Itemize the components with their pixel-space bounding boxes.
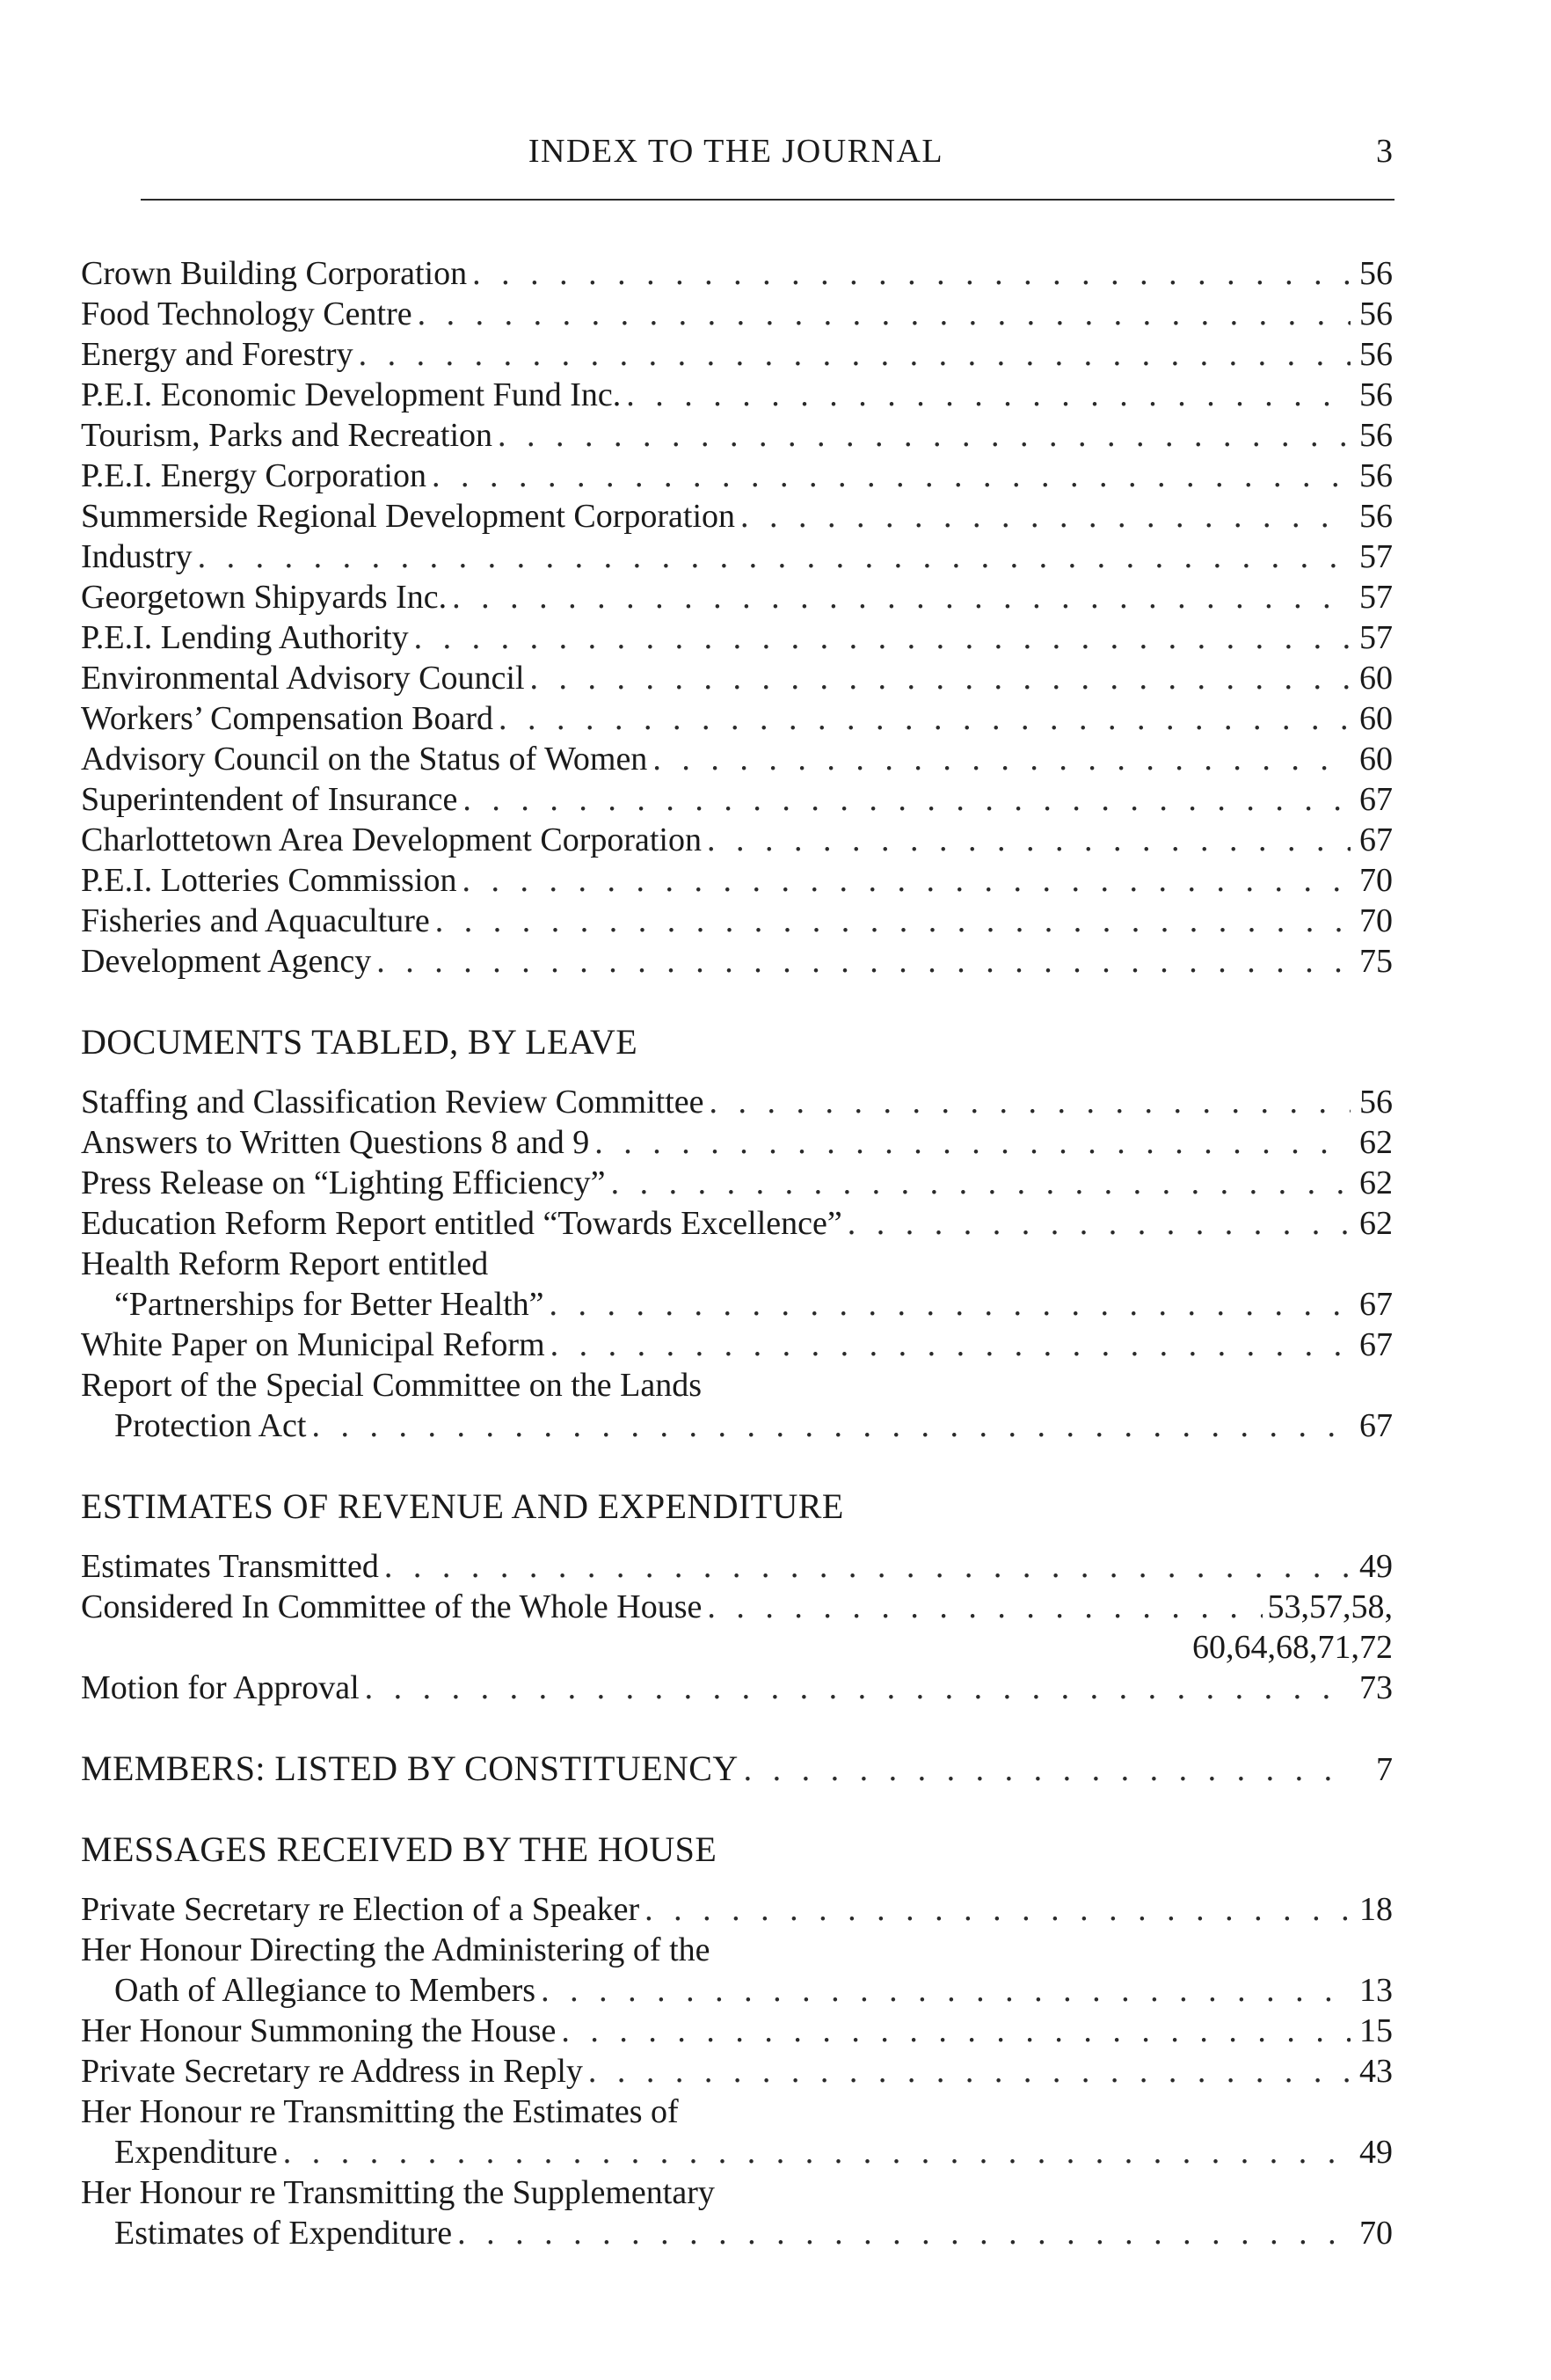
entry-label: Summerside Regional Development Corporation: [81, 498, 736, 535]
entry-label-first-line: Report of the Special Committee on the Lands: [81, 1367, 703, 1404]
entry-label: Motion for Approval: [81, 1669, 360, 1706]
entry-label: Answers to Written Questions 8 and 9: [81, 1124, 590, 1161]
entry-label: Estimates Transmitted: [81, 1548, 379, 1585]
section-members: [81, 1748, 1393, 1789]
leader-dots: [418, 294, 1351, 334]
index-entry: [81, 1163, 1393, 1203]
entry-label: Her Honour Summoning the House: [81, 2012, 557, 2049]
leader-dots: [498, 415, 1351, 456]
leader-dots: [376, 941, 1351, 982]
leader-dots: [462, 860, 1351, 901]
section-heading: DOCUMENTS TABLED, BY LEAVE: [81, 1022, 638, 1062]
index-entry: [81, 1325, 1393, 1365]
leader-dots: [848, 1203, 1351, 1244]
index-entry: [81, 1244, 1393, 1325]
leader-dots: [588, 2051, 1351, 2092]
index-entry: [81, 860, 1393, 901]
index-entry: [81, 334, 1393, 375]
entry-label: Press Release on “Lighting Efficiency”: [81, 1164, 606, 1201]
leader-dots: [499, 698, 1351, 739]
entry-page: 62: [1359, 1124, 1393, 1161]
entry-label: Food Technology Centre: [81, 296, 412, 332]
entry-label: Private Secretary re Address in Reply: [81, 2053, 583, 2090]
entry-page: 70: [1359, 902, 1393, 939]
entry-page: 73: [1359, 1669, 1393, 1706]
entry-label-first-line: Her Honour re Transmitting the Supplementary: [81, 2174, 715, 2211]
leader-dots: [541, 1970, 1351, 2011]
section-estimates: [81, 1486, 1393, 1708]
leader-dots: [457, 2213, 1351, 2253]
leader-dots: [283, 2132, 1351, 2172]
entry-label: P.E.I. Lending Authority: [81, 619, 409, 656]
index-entry: [81, 698, 1393, 739]
entry-label: Protection Act: [114, 1407, 307, 1444]
index-entry: [81, 1122, 1393, 1163]
entry-label: Tourism, Parks and Recreation: [81, 417, 493, 454]
entry-page: 56: [1359, 417, 1393, 454]
entry-page: 56: [1359, 498, 1393, 535]
entry-label: Education Reform Report entitled “Towards Excellence”: [81, 1205, 842, 1242]
index-entry: [81, 537, 1393, 577]
entry-page: 62: [1359, 1205, 1393, 1242]
entry-page: 67: [1359, 1407, 1393, 1444]
entry-page: 53,57,58,: [1267, 1588, 1393, 1625]
index-content: [81, 253, 1393, 2294]
entry-label: Development Agency: [81, 943, 372, 980]
entry-page: 56: [1359, 336, 1393, 373]
entry-page: 56: [1359, 255, 1393, 292]
leader-dots: [710, 1082, 1351, 1122]
index-entry: [81, 820, 1393, 860]
index-entry: [81, 1082, 1393, 1122]
leader-dots: [435, 901, 1351, 941]
leader-dots: [432, 456, 1351, 496]
index-group-continued: [81, 253, 1393, 982]
index-entry: [81, 1748, 1393, 1789]
entry-label: P.E.I. Economic Development Fund Inc.: [81, 376, 622, 413]
entry-label: Advisory Council on the Status of Women: [81, 741, 648, 778]
index-entry: [81, 577, 1393, 617]
entry-label: Charlottetown Area Development Corporation: [81, 821, 702, 858]
entry-label: Expenditure: [114, 2134, 278, 2171]
entry-label: Environmental Advisory Council: [81, 660, 525, 697]
index-entry: [81, 456, 1393, 496]
entry-page: 18: [1359, 1891, 1393, 1928]
leader-dots: [414, 617, 1351, 658]
entry-label: Private Secretary re Election of a Speaker: [81, 1891, 640, 1928]
entry-page: 57: [1359, 538, 1393, 575]
index-entry: [81, 415, 1393, 456]
leader-dots: [550, 1325, 1351, 1365]
entry-page: 67: [1359, 781, 1393, 818]
leader-dots: [644, 1889, 1351, 1930]
leader-dots: [611, 1163, 1351, 1203]
leader-dots: [452, 577, 1351, 617]
index-entry: [81, 253, 1393, 294]
entry-page: 67: [1359, 1286, 1393, 1323]
index-entry: [81, 496, 1393, 537]
leader-dots: [359, 334, 1351, 375]
entry-label: Workers’ Compensation Board: [81, 700, 494, 737]
entry-label: Fisheries and Aquaculture: [81, 902, 430, 939]
entry-page: 56: [1359, 457, 1393, 494]
index-entry: [81, 2172, 1393, 2253]
index-entry: [81, 1365, 1393, 1446]
page-number: 3: [1376, 133, 1393, 170]
entry-page: 57: [1359, 619, 1393, 656]
entry-page: 60: [1359, 700, 1393, 737]
leader-dots: [198, 537, 1351, 577]
index-entry: [81, 779, 1393, 820]
leader-dots: [384, 1546, 1351, 1587]
entry-label: White Paper on Municipal Reform: [81, 1326, 545, 1363]
leader-dots: [707, 820, 1351, 860]
entry-page: 75: [1359, 943, 1393, 980]
index-entry: [81, 1203, 1393, 1244]
index-entry: [81, 658, 1393, 698]
index-entry: [81, 1587, 1393, 1668]
leader-dots: [652, 739, 1351, 779]
leader-dots: [707, 1587, 1262, 1627]
entry-label: Crown Building Corporation: [81, 255, 468, 292]
section-messages: [81, 1829, 1393, 2253]
entry-page: 60: [1359, 660, 1393, 697]
entry-label-first-line: Her Honour Directing the Administering of the: [81, 1931, 710, 1968]
index-entry: [81, 294, 1393, 334]
entry-page: 56: [1359, 376, 1393, 413]
entry-page: 62: [1359, 1164, 1393, 1201]
leader-dots: [462, 779, 1351, 820]
index-entry: [81, 901, 1393, 941]
entry-page: 15: [1359, 2012, 1393, 2049]
entry-label: “Partnerships for Better Health”: [114, 1286, 544, 1323]
running-head: [79, 132, 1393, 185]
entry-page: 57: [1359, 579, 1393, 616]
section-heading: MESSAGES RECEIVED BY THE HOUSE: [81, 1829, 717, 1869]
entry-page: 70: [1359, 862, 1393, 899]
entry-page: 60: [1359, 741, 1393, 778]
index-entry: [81, 1930, 1393, 2011]
entry-page: 67: [1359, 1326, 1393, 1363]
index-entry: [81, 375, 1393, 415]
leader-dots: [365, 1668, 1351, 1708]
section-heading: MEMBERS: LISTED BY CONSTITUENCY: [81, 1748, 739, 1788]
entry-label: Estimates of Expenditure: [114, 2215, 453, 2252]
entry-label-first-line: Health Reform Report entitled: [81, 1245, 489, 1282]
entry-label: Staffing and Classification Review Committee: [81, 1084, 704, 1121]
entry-label: Superintendent of Insurance: [81, 781, 458, 818]
index-entry: [81, 617, 1393, 658]
index-entry: [81, 941, 1393, 982]
entry-label: Georgetown Shipyards Inc.: [81, 579, 448, 616]
section-documents-tabled: [81, 1022, 1393, 1446]
leader-dots: [472, 253, 1351, 294]
leader-dots: [311, 1405, 1351, 1446]
entry-label: P.E.I. Lotteries Commission: [81, 862, 457, 899]
index-entry: [81, 1546, 1393, 1587]
section-heading: ESTIMATES OF REVENUE AND EXPENDITURE: [81, 1486, 844, 1526]
entry-page: 67: [1359, 821, 1393, 858]
entry-label: P.E.I. Energy Corporation: [81, 457, 426, 494]
header-rule: [141, 199, 1394, 201]
index-entry: [81, 1889, 1393, 1930]
leader-dots: [550, 1284, 1351, 1325]
entry-page: 56: [1359, 296, 1393, 332]
leader-dots: [530, 658, 1351, 698]
entry-page: 13: [1359, 1972, 1393, 2009]
entry-label-first-line: Her Honour re Transmitting the Estimates of: [81, 2093, 679, 2130]
leader-dots: [740, 496, 1351, 537]
running-head-title: INDEX TO THE JOURNAL: [528, 133, 944, 170]
entry-page: 43: [1359, 2053, 1393, 2090]
leader-dots: [744, 1749, 1351, 1790]
entry-page: 56: [1359, 1084, 1393, 1121]
index-entry: [81, 2011, 1393, 2051]
index-entry: [81, 2051, 1393, 2092]
index-entry: [81, 739, 1393, 779]
entry-page-continued: 60,64,68,71,72: [1192, 1629, 1393, 1666]
entry-page: 70: [1359, 2215, 1393, 2252]
index-entry: [81, 1668, 1393, 1708]
entry-page: 49: [1359, 1548, 1393, 1585]
leader-dots: [626, 375, 1351, 415]
entry-label: Industry: [81, 538, 193, 575]
entry-page: 49: [1359, 2134, 1393, 2171]
entry-label: Considered In Committee of the Whole House: [81, 1588, 703, 1625]
leader-dots: [561, 2011, 1351, 2051]
entry-label: Oath of Allegiance to Members: [114, 1972, 536, 2009]
leader-dots: [594, 1122, 1351, 1163]
entry-label: Energy and Forestry: [81, 336, 353, 373]
entry-page: 7: [1376, 1751, 1393, 1788]
index-entry: [81, 2092, 1393, 2172]
